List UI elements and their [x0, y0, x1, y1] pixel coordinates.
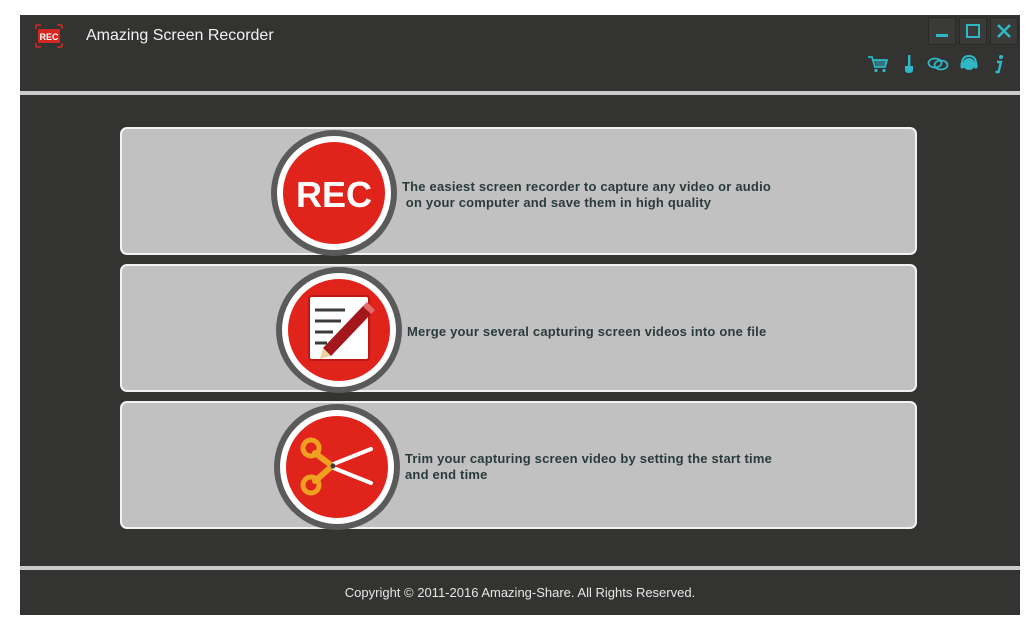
copyright-text: Copyright © 2011-2016 Amazing-Share. All Rights Reserved.	[344, 585, 696, 600]
cart-icon	[867, 55, 889, 73]
app-window	[20, 15, 1020, 615]
close-button[interactable]	[990, 17, 1018, 45]
brush-icon	[902, 54, 916, 74]
rec-icon	[270, 129, 398, 257]
chat-button[interactable]	[926, 53, 950, 75]
record-feature-description: The easiest screen recorder to capture any video or audio on your computer and save them in high quality	[402, 179, 772, 210]
cart-button[interactable]	[866, 53, 890, 75]
app-title: Amazing Screen Recorder	[86, 27, 274, 44]
support-button[interactable]	[957, 53, 981, 75]
top-divider	[20, 91, 1020, 95]
merge-badge	[275, 266, 403, 394]
info-button[interactable]	[987, 53, 1011, 75]
brush-button[interactable]	[897, 53, 921, 75]
close-icon	[996, 23, 1012, 39]
merge-feature-panel[interactable]	[120, 264, 917, 392]
bottom-divider	[20, 566, 1020, 570]
rec-badge	[270, 129, 398, 257]
rec-icon-text: REC	[295, 174, 373, 215]
chat-icon	[927, 56, 949, 72]
trim-feature-panel[interactable]	[120, 401, 917, 529]
trim-badge	[273, 403, 401, 531]
minimize-icon	[935, 24, 949, 38]
info-icon	[992, 54, 1006, 74]
title-bar	[20, 15, 1020, 91]
minimize-button[interactable]	[928, 17, 956, 45]
maximize-icon	[965, 23, 981, 39]
app-logo	[34, 23, 64, 49]
merge-feature-description: Merge your several capturing screen videos into one file	[407, 324, 767, 339]
trim-feature-description: Trim your capturing screen video by setting the start time and end time	[405, 451, 773, 482]
toolbar	[866, 53, 1016, 75]
scissors-icon	[273, 403, 401, 531]
merge-edit-icon	[275, 266, 403, 394]
support-icon	[959, 54, 979, 74]
maximize-button[interactable]	[959, 17, 987, 45]
record-feature-panel[interactable]	[120, 127, 917, 255]
app-logo-text: REC	[39, 32, 59, 42]
